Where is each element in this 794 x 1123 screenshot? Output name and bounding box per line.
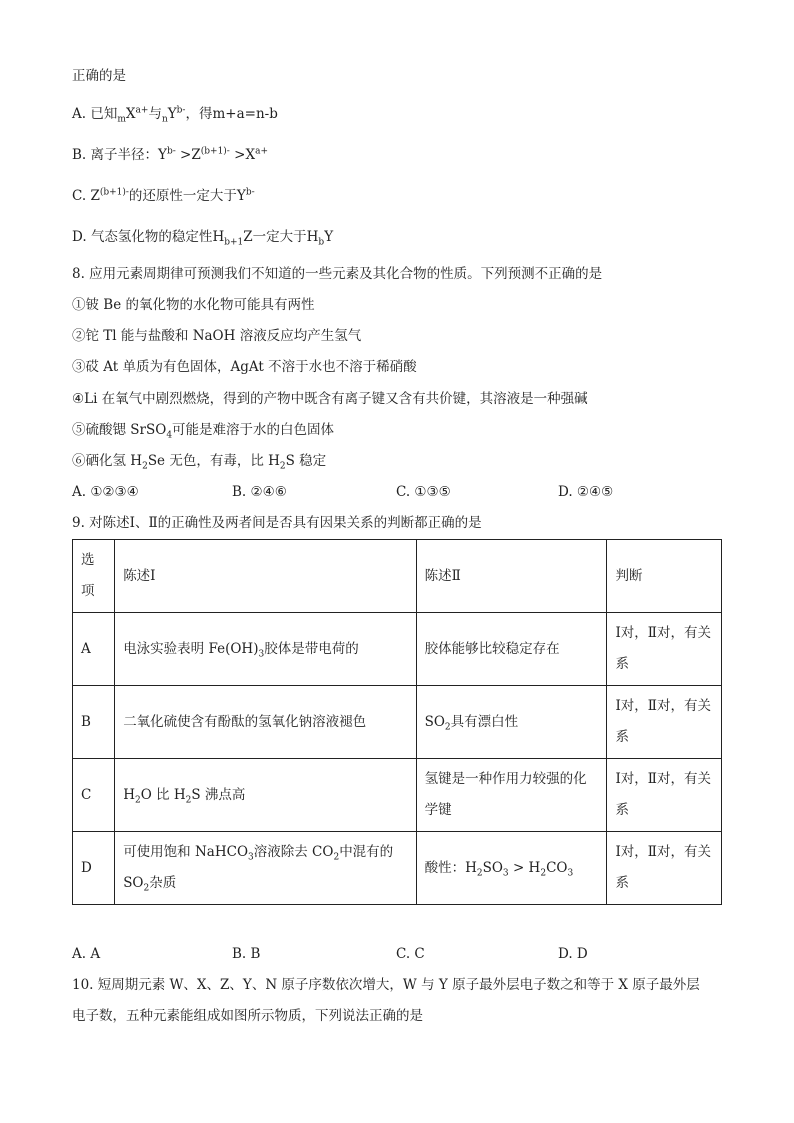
q8-stem: 8. 应用元素周期律可预测我们不知道的一些元素及其化合物的性质。下列预测不正确的是 — [72, 266, 603, 282]
q10-stem-line-1: 10. 短周期元素 W、X、Z、Y、N 原子序数依次增大，W 与 Y 原子最外层电子数之和等于 X 原子最外层 — [72, 977, 700, 993]
q7-option-b: B. 离子半径：$Y^{b-} >Z^{(b+1)-} >X^{a+}$ — [72, 146, 268, 163]
q9-option-d: D. D — [558, 946, 588, 962]
table-row — [73, 832, 722, 905]
q9-option-a: A. A — [72, 946, 101, 962]
row-statement-1: 电泳实验表明 $Fe(OH)_3$胶体是带电荷的 — [115, 613, 416, 686]
q7-option-a: A. 已知$_mX^{a+}$与$_nY^{b-}$，得m+a=n-b — [72, 105, 278, 125]
q8-option-c: C. ①③⑤ — [396, 484, 451, 500]
row-statement-2: $SO_2$具有漂白性 — [416, 686, 607, 759]
q7-option-c: C. $Z^{(b+1)-}$的还原性一定大于$Y^{b-}$ — [72, 187, 255, 204]
row-statement-2: 氢键是一种作用力较强的化学键 — [416, 759, 607, 832]
row-statement-1: $H_2O$ 比 $H_2S$ 沸点高 — [115, 759, 416, 832]
table-header-row — [73, 540, 722, 613]
q8-option-d: D. ②④⑤ — [558, 484, 614, 500]
row-statement-1: 可使用饱和 NaHCO$_3$溶液除去 $CO_2$中混有的 $SO_2$杂质 — [115, 832, 416, 905]
q9-table — [72, 539, 722, 905]
q8-item-4: ④Li 在氧气中剧烈燃烧，得到的产物中既含有离子键又含有共价键，其溶液是一种强碱 — [72, 391, 588, 407]
q8-item-3: ③砹 At 单质为有色固体，AgAt 不溶于水也不溶于稀硝酸 — [72, 359, 417, 375]
row-statement-2: 酸性：$H_2SO_3 > H_2CO_3$ — [416, 832, 607, 905]
q8-item-1: ①铍 Be 的氧化物的水化物可能具有两性 — [72, 297, 315, 313]
row-option: A — [73, 613, 115, 686]
q7-option-d: D. 气态氢化物的稳定性$H_{b+1}Z$一定大于$H_bY$ — [72, 229, 334, 248]
q8-options — [72, 482, 732, 502]
row-option: D — [73, 832, 115, 905]
row-judgement: Ⅰ对，Ⅱ对，有关系 — [607, 759, 722, 832]
q9-stem: 9. 对陈述Ⅰ、Ⅱ的正确性及两者间是否具有因果关系的判断都正确的是 — [72, 515, 482, 531]
q8-option-a: A. ①②③④ — [72, 484, 139, 500]
row-judgement: Ⅰ对，Ⅱ对，有关系 — [607, 686, 722, 759]
table-row — [73, 686, 722, 759]
row-option: C — [73, 759, 115, 832]
header-option: 选项 — [73, 540, 115, 613]
row-statement-2: 胶体能够比较稳定存在 — [416, 613, 607, 686]
q10-stem-line-2: 电子数，五种元素能组成如图所示物质，下列说法正确的是 — [72, 1008, 423, 1024]
row-judgement: Ⅰ对，Ⅱ对，有关系 — [607, 613, 722, 686]
q7-stem-end: 正确的是 — [72, 68, 126, 84]
table-row — [73, 759, 722, 832]
q8-item-5: ⑤硫酸锶 SrSO$_4$可能是难溶于水的白色固体 — [72, 422, 335, 441]
header-statement-2: 陈述Ⅱ — [416, 540, 607, 613]
q8-option-b: B. ②④⑥ — [232, 484, 287, 500]
q8-item-2: ②铊 Tl 能与盐酸和 NaOH 溶液反应均产生氢气 — [72, 328, 362, 344]
q9-options — [72, 944, 732, 964]
row-option: B — [73, 686, 115, 759]
q9-option-b: B. B — [232, 946, 261, 962]
header-statement-1: 陈述Ⅰ — [115, 540, 416, 613]
q9-option-c: C. C — [396, 946, 425, 962]
q8-item-6: ⑥硒化氢 $H_2Se$ 无色，有毒，比 $H_2S$ 稳定 — [72, 453, 327, 472]
table-row — [73, 613, 722, 686]
row-judgement: Ⅰ对，Ⅱ对，有关系 — [607, 832, 722, 905]
header-judgement: 判断 — [607, 540, 722, 613]
row-statement-1: 二氧化硫使含有酚酞的氢氧化钠溶液褪色 — [115, 686, 416, 759]
